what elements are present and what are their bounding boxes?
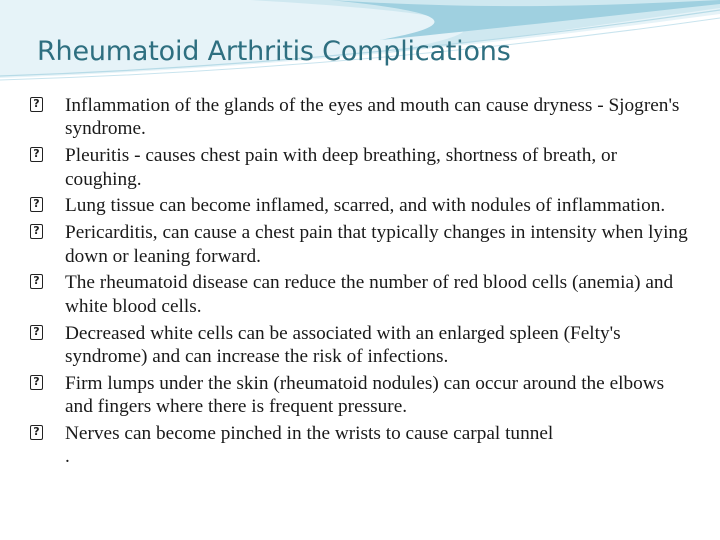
bullet-text: Pleuritis - causes chest pain with deep breathing, shortness of breath, or coughing. <box>65 145 618 190</box>
bullet-item <box>30 322 690 369</box>
bullet-text: Pericarditis, can cause a chest pain that typically changes in intensity when lying down or leaning forward. <box>65 222 688 267</box>
bullet-item <box>30 94 690 141</box>
bullet-marker-icon <box>30 147 43 162</box>
bullet-trailing-period: . <box>65 446 70 468</box>
bullet-text: Lung tissue can become inflamed, scarred, and with nodules of inflammation. <box>65 195 666 217</box>
slide-title: Rheumatoid Arthritis Complications <box>37 36 511 67</box>
bullet-text: Decreased white cells can be associated with an enlarged spleen (Felty's syndrome) and can increase the risk of infections. <box>65 322 621 368</box>
bullet-text: The rheumatoid disease can reduce the number of red blood cells (anemia) and white blood cells. <box>65 272 674 317</box>
bullet-text: Inflammation of the glands of the eyes and mouth can cause dryness - Sjogren's syndrome. <box>65 95 680 140</box>
bullet-text: Nerves can become pinched in the wrists to cause carpal tunnel <box>65 423 554 445</box>
bullet-item <box>30 422 690 469</box>
bullet-text: Firm lumps under the skin (rheumatoid nodules) can occur around the elbows and fingers where there is frequent pressure. <box>65 372 665 418</box>
bullet-marker-icon <box>30 224 43 239</box>
bullet-marker-icon <box>30 274 43 289</box>
bullet-marker-icon <box>30 97 43 112</box>
bullet-item <box>30 221 690 268</box>
bullet-marker-icon <box>30 375 43 390</box>
bullet-marker-icon <box>30 197 43 212</box>
bullet-item <box>30 144 690 191</box>
bullet-list <box>30 94 690 471</box>
bullet-marker-icon <box>30 425 43 440</box>
bullet-item <box>30 372 690 419</box>
bullet-item <box>30 271 690 318</box>
bullet-item <box>30 194 690 217</box>
bullet-marker-icon <box>30 325 43 340</box>
